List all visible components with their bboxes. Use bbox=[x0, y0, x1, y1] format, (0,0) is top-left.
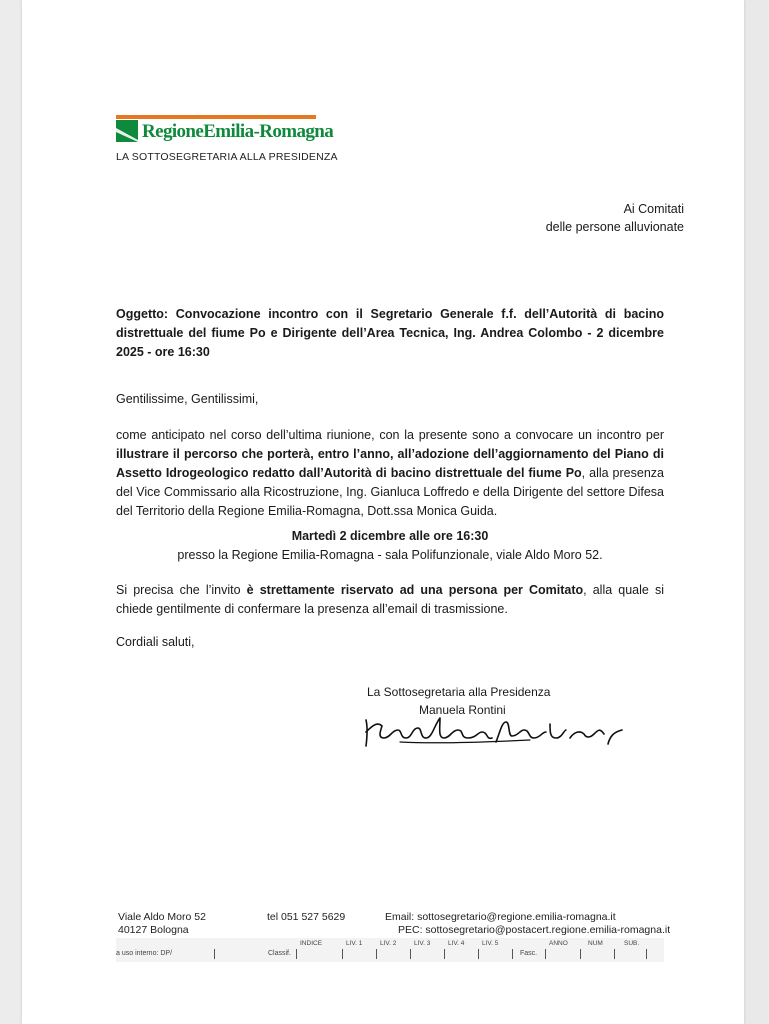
field-separator bbox=[614, 949, 615, 959]
class-label-liv4: LIV. 4 bbox=[448, 940, 465, 947]
body-paragraph-1-bold: illustrare il percorso che porterà, entro l’anno, all’adozione dell’aggiornamento del Piano di Assetto Idrogeologico redatto dall’Autorità di bacino distrettuale del fiume Po bbox=[116, 447, 664, 480]
letterhead-accent-bar bbox=[116, 115, 316, 119]
field-separator bbox=[646, 949, 647, 959]
class-label-liv1: LIV. 1 bbox=[346, 940, 363, 947]
field-separator bbox=[478, 949, 479, 959]
body-paragraph-1 bbox=[116, 426, 664, 521]
handwritten-signature bbox=[360, 708, 630, 763]
field-separator bbox=[444, 949, 445, 959]
class-label-anno: ANNO bbox=[549, 940, 568, 947]
internal-use-label: a uso interno: DP/ bbox=[116, 950, 173, 957]
class-label-liv5: LIV. 5 bbox=[482, 940, 499, 947]
page-edge bbox=[744, 0, 769, 1024]
field-separator bbox=[512, 949, 513, 959]
footer-email: Email: sottosegretario@regione.emilia-romagna.it bbox=[385, 911, 616, 923]
closing: Cordiali saluti, bbox=[116, 635, 195, 649]
body-paragraph-2-intro: Si precisa che l’invito bbox=[116, 583, 247, 597]
footer-telephone: tel 051 527 5629 bbox=[267, 911, 346, 923]
class-label-liv3: LIV. 3 bbox=[414, 940, 431, 947]
signer-role: La Sottosegretaria alla Presidenza bbox=[367, 685, 551, 699]
footer-pec: PEC: sottosegretario@postacert.regione.emilia-romagna.it bbox=[398, 924, 671, 936]
footer-address-line-1: Viale Aldo Moro 52 bbox=[118, 911, 206, 923]
class-label-sub: SUB. bbox=[624, 940, 640, 947]
recipient-line-2: delle persone alluvionate bbox=[545, 220, 684, 234]
field-separator bbox=[342, 949, 343, 959]
body-paragraph-2 bbox=[116, 581, 664, 619]
class-label-indice: INDICE bbox=[300, 940, 323, 947]
body-paragraph-1-rest: , alla presenza del Vice Commissario alla Ricostruzione, Ing. Gianluca Loffredo e della Dirigente del settore Difesa del Territorio della Regione Emilia-Romagna, Dott.ssa Monica Guida. bbox=[116, 466, 664, 518]
subject-line: Oggetto: Convocazione incontro con il Segretario Generale f.f. dell’Autorità di bacino distrettuale del fiume Po e Dirigente dell’Area Tecnica, Ing. Andrea Colombo - 2 dicembre 2025 - ore 16:30 bbox=[116, 307, 664, 359]
footer-address-line-2: 40127 Bologna bbox=[118, 924, 189, 936]
office-title: LA SOTTOSEGRETARIA ALLA PRESIDENZA bbox=[116, 151, 338, 163]
salutation: Gentilissime, Gentilissimi, bbox=[116, 392, 259, 406]
meeting-date: Martedì 2 dicembre alle ore 16:30 bbox=[291, 529, 489, 543]
classif-label: Classif. bbox=[268, 950, 291, 957]
recipient-line-1: Ai Comitati bbox=[623, 202, 684, 216]
field-separator bbox=[214, 949, 215, 959]
field-separator bbox=[545, 949, 546, 959]
region-logo-text: RegioneEmilia-Romagna bbox=[142, 121, 334, 142]
class-label-num: NUM bbox=[588, 940, 603, 947]
recipient-block bbox=[424, 200, 684, 236]
body-paragraph-2-bold: è strettamente riservato ad una persona per Comitato bbox=[246, 583, 584, 597]
body-paragraph-1-intro: come anticipato nel corso dell’ultima riunione, con la presente sono a convocare un incontro per bbox=[116, 428, 664, 442]
field-separator bbox=[580, 949, 581, 959]
region-logo-icon bbox=[116, 120, 138, 142]
meeting-venue: presso la Regione Emilia-Romagna - sala Polifunzionale, viale Aldo Moro 52. bbox=[177, 548, 603, 562]
field-separator bbox=[410, 949, 411, 959]
field-separator bbox=[296, 949, 297, 959]
field-separator bbox=[376, 949, 377, 959]
body-paragraph-2-rest: , alla quale si chiede gentilmente di confermare la presenza all’email di trasmissione. bbox=[116, 583, 664, 616]
signer-name: Manuela Rontini bbox=[419, 703, 506, 717]
class-label-liv2: LIV. 2 bbox=[380, 940, 397, 947]
fasc-label: Fasc. bbox=[520, 950, 538, 957]
